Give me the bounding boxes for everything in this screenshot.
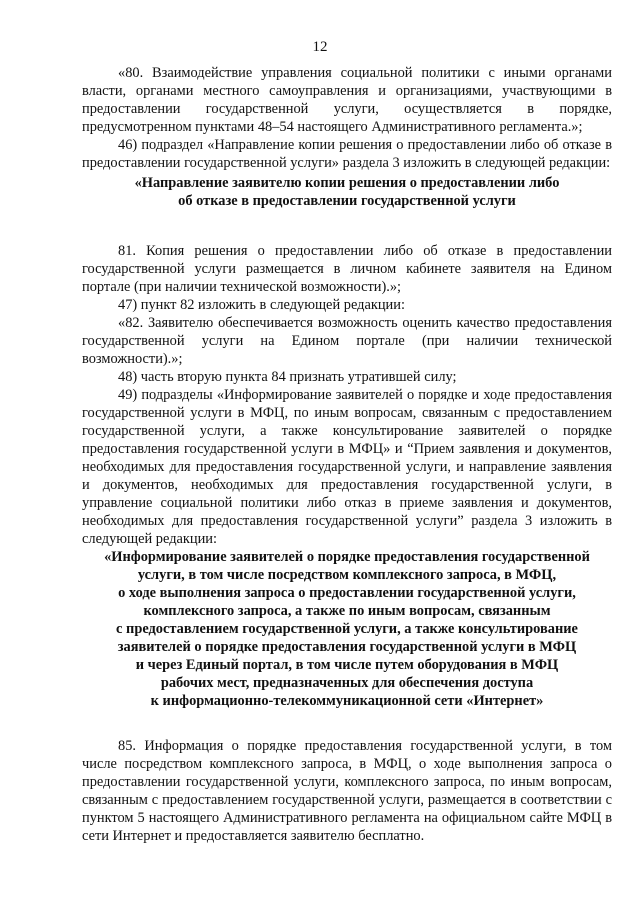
paragraph-85: 85. Информация о порядке предоставления государственной услуги, в том числе посредством комплексного запроса, в МФЦ, о ходе выполнения запроса о предоставлении государственной услуги, комплексного запроса, по иным вопросам, связанным с предоставлением государственной услуги, размещается в соответствии с пунктом 5 настоящего Административного регламента на официальном сайте МФЦ в сети Интернет и предоставляется заявителю бесплатно. — [82, 738, 612, 844]
heading-line: о ходе выполнения запроса о предоставлении государственной услуги, — [118, 585, 576, 601]
paragraph-48: 48) часть вторую пункта 84 признать утратившей силу; — [118, 369, 457, 385]
heading-line: с предоставлением государственной услуги, а также консультирование — [116, 621, 578, 637]
document-body — [82, 64, 612, 845]
heading-line: комплексного запроса, а также по иным вопросам, связанным — [143, 603, 551, 619]
heading-line: заявителей о порядке предоставления государственной услуги в МФЦ — [117, 639, 577, 655]
heading-line: «Направление заявителю копии решения о предоставлении либо — [134, 175, 560, 191]
section-heading-copy-of-decision — [82, 174, 612, 210]
heading-line: «Информирование заявителей о порядке предоставления государственной — [104, 549, 590, 565]
page-number: 12 — [312, 39, 328, 55]
paragraph-80: «80. Взаимодействие управления социальной политики с иными органами власти, органами местного самоуправления и организациями, участвующими в предоставлении государственной услуги, осуществляется в порядке, предусмотренном пунктами 48–54 настоящего Административного регламента.»; — [82, 65, 612, 135]
section-heading-informing-applicants — [82, 548, 612, 710]
paragraph-49: 49) подразделы «Информирование заявителей о порядке и ходе предоставления государственной услуги в МФЦ, по иным вопросам, связанным с предоставлением государственной услуги, а также консультирование заявителей о порядке предоставления государственной услуги в МФЦ» и “Прием заявления и документов, необходимых для предоставления государственной услуги, и направление заявления и документов, необходимых для предоставления государственной услуги, в управление социальной политики либо отказ в приеме заявления и документов, необходимых для предоставления государственной услуги” раздела 3 изложить в следующей редакции: — [82, 387, 612, 547]
heading-line: об отказе в предоставлении государственной услуги — [178, 193, 516, 209]
paragraph-47: 47) пункт 82 изложить в следующей редакции: — [118, 297, 405, 313]
heading-line: услуги, в том числе посредством комплексного запроса, в МФЦ, — [137, 567, 557, 583]
paragraph-82: «82. Заявителю обеспечивается возможность оценить качество предоставления государственной услуги на Едином портале (при наличии технической возможности).»; — [82, 315, 612, 367]
heading-line: рабочих мест, предназначенных для обеспечения доступа — [160, 675, 534, 691]
heading-line: к информационно-телекоммуникационной сети «Интернет» — [150, 693, 544, 709]
heading-line: и через Единый портал, в том числе путем оборудования в МФЦ — [135, 657, 559, 673]
paragraph-81: 81. Копия решения о предоставлении либо об отказе в предоставлении государственной услуги размещается в личном кабинете заявителя на Едином портале (при наличии технической возможности).»; — [82, 243, 612, 295]
paragraph-46: 46) подраздел «Направление копии решения о предоставлении либо об отказе в предоставлении государственной услуги» раздела 3 изложить в следующей редакции: — [82, 137, 612, 171]
